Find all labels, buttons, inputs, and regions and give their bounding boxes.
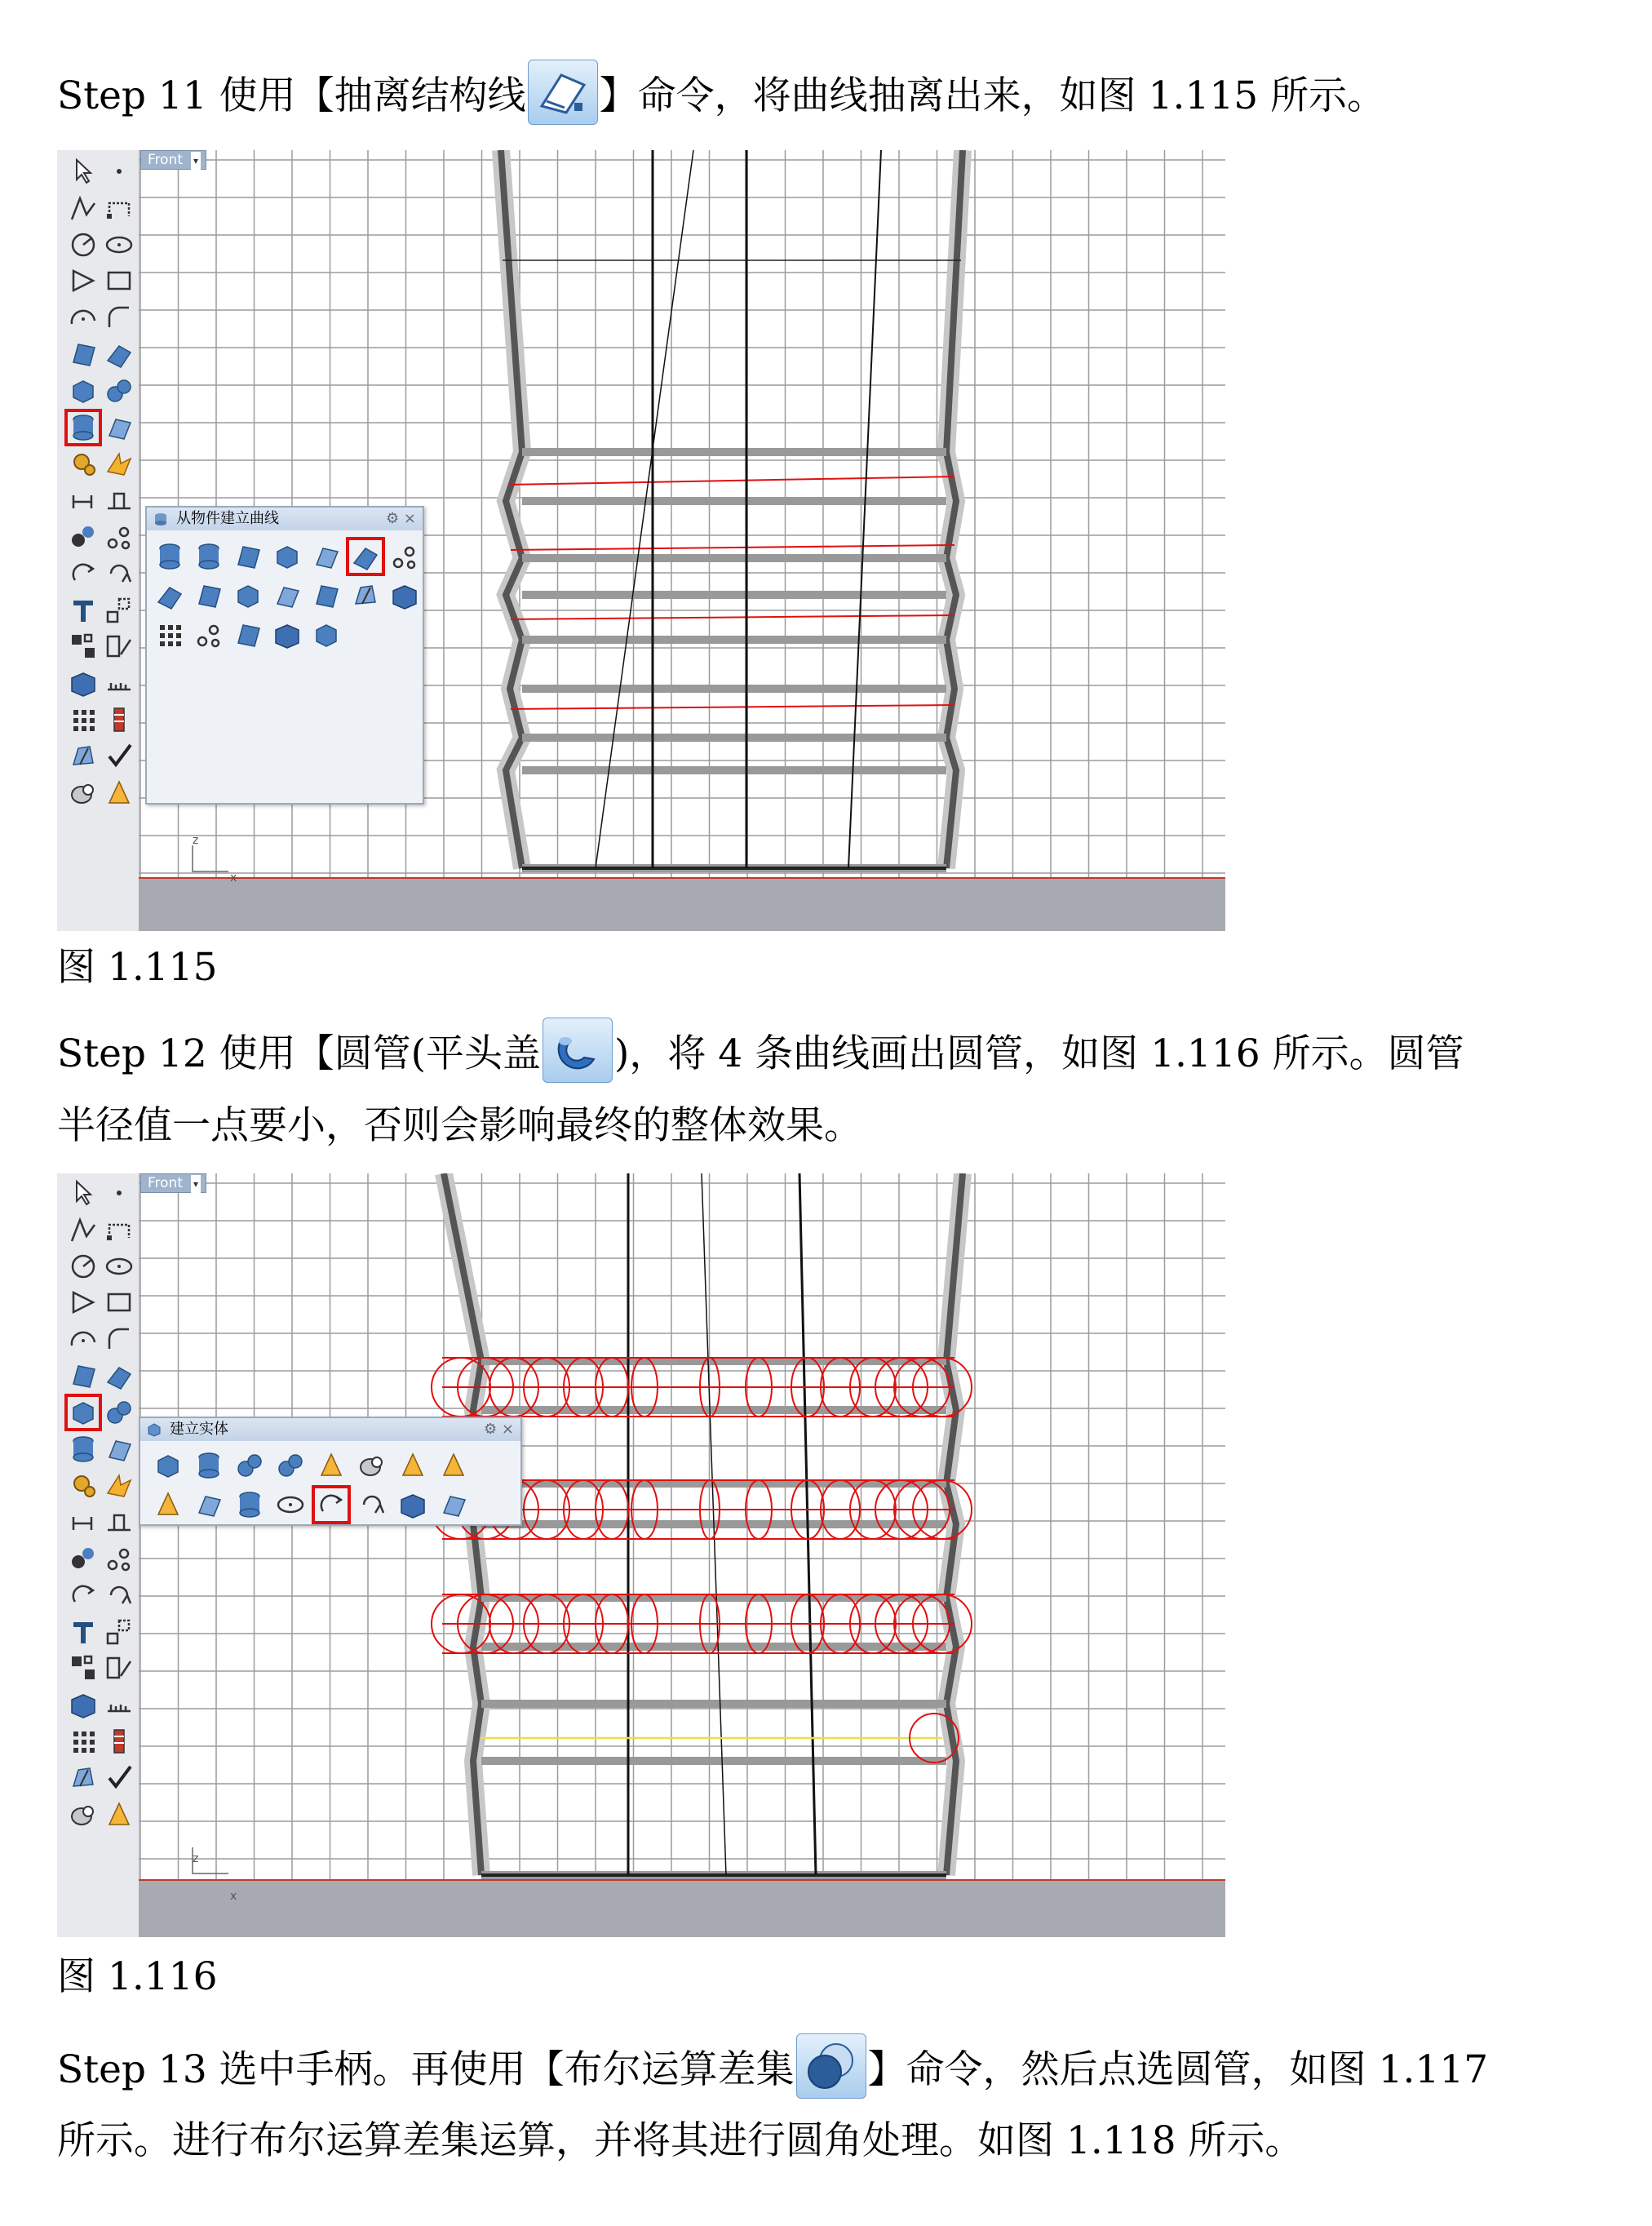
truncated-cone-icon[interactable] <box>437 1449 470 1482</box>
slab-icon[interactable] <box>437 1488 470 1521</box>
gear-icon[interactable] <box>67 447 100 480</box>
extrude-solid-icon[interactable] <box>396 1488 429 1521</box>
ruler-icon[interactable] <box>103 667 135 699</box>
explode-icon[interactable] <box>103 447 135 480</box>
contour-icon[interactable] <box>232 540 264 573</box>
viewport-canvas <box>139 1173 1225 1937</box>
step-11-paragraph <box>57 60 1607 132</box>
extracted-curve <box>511 545 954 550</box>
point-cloud-icon[interactable] <box>193 619 225 651</box>
duplicate-edge-icon[interactable] <box>153 540 186 573</box>
loft-icon[interactable] <box>103 1359 135 1392</box>
panel-controls[interactable]: ⚙ × <box>386 510 416 527</box>
cylinder-icon[interactable] <box>193 1449 225 1482</box>
extract-isocurve-icon[interactable] <box>349 540 382 573</box>
rotate-icon[interactable] <box>67 1579 100 1612</box>
extract-isocurve-icon <box>528 60 598 125</box>
cylinder-icon[interactable] <box>67 1433 100 1466</box>
project-curve-icon[interactable] <box>153 579 186 612</box>
panel-title: 从物件建立曲线 <box>176 510 279 527</box>
ground-icon[interactable] <box>103 1505 135 1538</box>
arc-icon[interactable] <box>67 301 100 334</box>
edit-icon[interactable] <box>103 630 135 663</box>
sphere-cluster-icon[interactable] <box>103 375 135 407</box>
rotate-3d-icon[interactable] <box>103 557 135 590</box>
tube-icon[interactable] <box>233 1488 266 1521</box>
paraboloid-icon[interactable] <box>315 1449 348 1482</box>
panel-controls[interactable]: ⚙ × <box>484 1421 514 1438</box>
pipe-flat-cap-icon[interactable] <box>315 1488 348 1521</box>
layout-icon[interactable] <box>103 703 135 736</box>
ruler-icon[interactable] <box>103 1688 135 1721</box>
point-icon[interactable] <box>103 155 135 188</box>
surface-from-points-icon[interactable] <box>67 338 100 370</box>
extracted-curve <box>511 615 954 619</box>
array-icon[interactable] <box>67 1725 100 1758</box>
dimension-icon[interactable] <box>67 484 100 517</box>
panel-box-icon <box>147 1422 162 1437</box>
box-solid-icon[interactable] <box>67 375 100 407</box>
extracted-curve <box>509 477 954 485</box>
step-12-text-prefix: Step 12 使用【圆管(平头盖 <box>57 1031 542 1076</box>
polygon-icon[interactable] <box>67 264 100 297</box>
ellipsoid-icon[interactable] <box>274 1449 307 1482</box>
pyramid-icon[interactable] <box>152 1488 184 1521</box>
shade-icon[interactable] <box>67 1798 100 1831</box>
intersect-icon[interactable] <box>232 579 264 612</box>
circle-icon[interactable] <box>67 228 100 261</box>
section-icon[interactable] <box>271 540 303 573</box>
explode-icon[interactable] <box>103 1469 135 1501</box>
front-viewport[interactable] <box>139 1173 1225 1937</box>
viewport-tab-front[interactable] <box>140 150 206 170</box>
mesh-outline-icon[interactable] <box>388 579 421 612</box>
step-13-paragraph-line1 <box>57 2034 1607 2106</box>
curvature-icon[interactable] <box>232 619 264 651</box>
rotate-3d-icon[interactable] <box>103 1579 135 1612</box>
curve-from-objects-panel[interactable] <box>145 506 424 805</box>
step-11-text-prefix: Step 11 使用【抽离结构线 <box>57 73 526 118</box>
pipe-flat-cap-icon <box>543 1018 613 1083</box>
layout-icon[interactable] <box>103 1725 135 1758</box>
text-icon[interactable] <box>67 1616 100 1648</box>
light-icon[interactable] <box>103 777 135 809</box>
check-icon[interactable] <box>103 1762 135 1794</box>
make2d-icon[interactable] <box>310 619 343 651</box>
analyze-icon[interactable] <box>67 740 100 773</box>
capsule-icon[interactable] <box>274 1488 307 1521</box>
figure-1-116-caption: 图 1.116 <box>57 1954 218 1999</box>
cylinder-icon[interactable] <box>67 411 100 444</box>
axis-x-label: x <box>230 1890 237 1903</box>
polyline-icon[interactable] <box>67 1213 100 1246</box>
points-icon[interactable] <box>103 1542 135 1575</box>
ellipse-icon[interactable] <box>103 228 135 261</box>
rhino-screenshot-figure-1-115 <box>57 150 1225 931</box>
step-11-text-suffix: 】命令，将曲线抽离出来，如图 1.115 所示。 <box>599 73 1386 118</box>
curve-control-points-icon[interactable] <box>103 1213 135 1246</box>
blend-icon[interactable] <box>271 619 303 651</box>
boolean-icon[interactable] <box>67 1542 100 1575</box>
scale-icon[interactable] <box>103 1616 135 1648</box>
step-12-paragraph-line1 <box>57 1018 1607 1090</box>
render-icon[interactable] <box>67 1688 100 1721</box>
pull-curve-icon[interactable] <box>193 579 225 612</box>
mesh-points-icon[interactable] <box>153 619 186 651</box>
step-12-text-suffix: )，将 4 条曲线画出圆管，如图 1.116 所示。圆管 <box>614 1031 1464 1076</box>
ellipse-icon[interactable] <box>103 1250 135 1283</box>
point-icon[interactable] <box>103 1177 135 1209</box>
solid-creation-panel[interactable] <box>139 1417 522 1526</box>
wireframe-icon[interactable] <box>271 579 303 612</box>
silhouette-icon[interactable] <box>310 540 343 573</box>
pipe-round-cap-icon[interactable] <box>356 1488 388 1521</box>
extract-curve-icon[interactable] <box>103 411 135 444</box>
face-border-icon[interactable] <box>310 579 343 612</box>
dimension-icon[interactable] <box>67 1505 100 1538</box>
torus-icon[interactable] <box>356 1449 388 1482</box>
figure-1-115-caption: 图 1.115 <box>57 945 218 990</box>
axis-z-label: z <box>193 834 199 847</box>
viewport-tab-label: Front <box>148 152 183 168</box>
sphere-cluster-icon[interactable] <box>103 1396 135 1429</box>
group-icon[interactable] <box>67 1652 100 1684</box>
boolean-difference-icon <box>796 2033 866 2099</box>
edit-icon[interactable] <box>103 1652 135 1684</box>
rhino-left-toolbar <box>57 1173 140 1937</box>
curve-control-points-icon[interactable] <box>103 192 135 224</box>
rotate-icon[interactable] <box>67 557 100 590</box>
extract-edge-icon[interactable] <box>349 579 382 612</box>
box-icon[interactable] <box>152 1449 184 1482</box>
step-13-paragraph-line2: 所示。进行布尔运算差集运算，并将其进行圆角处理。如图 1.118 所示。 <box>57 2118 1304 2163</box>
render-icon[interactable] <box>67 667 100 699</box>
array-icon[interactable] <box>67 703 100 736</box>
cone-icon[interactable] <box>396 1449 429 1482</box>
arc-icon[interactable] <box>67 1323 100 1355</box>
surface-from-points-icon[interactable] <box>67 1359 100 1392</box>
axis-gizmo <box>193 845 228 871</box>
shade-icon[interactable] <box>67 777 100 809</box>
panel-title-bar[interactable] <box>140 1418 520 1441</box>
ground-plane <box>139 1880 1225 1937</box>
rectangle-icon[interactable] <box>103 1286 135 1319</box>
rhino-screenshot-figure-1-116 <box>57 1173 1225 1937</box>
points-icon[interactable] <box>103 521 135 553</box>
axis-x-label: x <box>230 871 237 885</box>
select-arrow-icon[interactable] <box>67 155 100 188</box>
light-icon[interactable] <box>103 1798 135 1831</box>
analyze-icon[interactable] <box>67 1762 100 1794</box>
ground-plane <box>139 878 1225 931</box>
rhino-left-toolbar <box>57 150 140 931</box>
check-icon[interactable] <box>103 740 135 773</box>
box-solid-icon[interactable] <box>67 1396 100 1429</box>
viewport-tab-front[interactable] <box>140 1173 206 1193</box>
fillet-curve-icon[interactable] <box>103 301 135 334</box>
panel-cylinder-icon <box>153 512 168 526</box>
rectangle-icon[interactable] <box>103 264 135 297</box>
extract-curve-icon[interactable] <box>103 1433 135 1466</box>
flat-solid-icon[interactable] <box>193 1488 225 1521</box>
viewport-dropdown-icon[interactable]: ▾ <box>191 152 201 170</box>
step-13-text-suffix: 】命令，然后点选圆管，如图 1.117 <box>867 2047 1489 2092</box>
ground-icon[interactable] <box>103 484 135 517</box>
viewport-dropdown-icon[interactable]: ▾ <box>191 1175 201 1193</box>
extract-points-icon[interactable] <box>388 540 421 573</box>
step-12-paragraph-line2: 半径值一点要小，否则会影响最终的整体效果。 <box>57 1103 862 1148</box>
polygon-icon[interactable] <box>67 1286 100 1319</box>
extracted-curve <box>511 705 954 709</box>
polyline-icon[interactable] <box>67 192 100 224</box>
panel-title: 建立实体 <box>170 1421 228 1438</box>
boolean-icon[interactable] <box>67 521 100 553</box>
select-arrow-icon[interactable] <box>67 1177 100 1209</box>
group-icon[interactable] <box>67 630 100 663</box>
duplicate-border-icon[interactable] <box>193 540 225 573</box>
fillet-curve-icon[interactable] <box>103 1323 135 1355</box>
scale-icon[interactable] <box>103 594 135 627</box>
circle-icon[interactable] <box>67 1250 100 1283</box>
viewport-tab-label: Front <box>148 1175 183 1191</box>
axis-z-label: z <box>193 1852 199 1865</box>
text-icon[interactable] <box>67 594 100 627</box>
gear-icon[interactable] <box>67 1469 100 1501</box>
step-13-text-prefix: Step 13 选中手柄。再使用【布尔运算差集 <box>57 2047 795 2092</box>
sphere-icon[interactable] <box>233 1449 266 1482</box>
loft-icon[interactable] <box>103 338 135 370</box>
panel-title-bar[interactable] <box>147 508 423 530</box>
